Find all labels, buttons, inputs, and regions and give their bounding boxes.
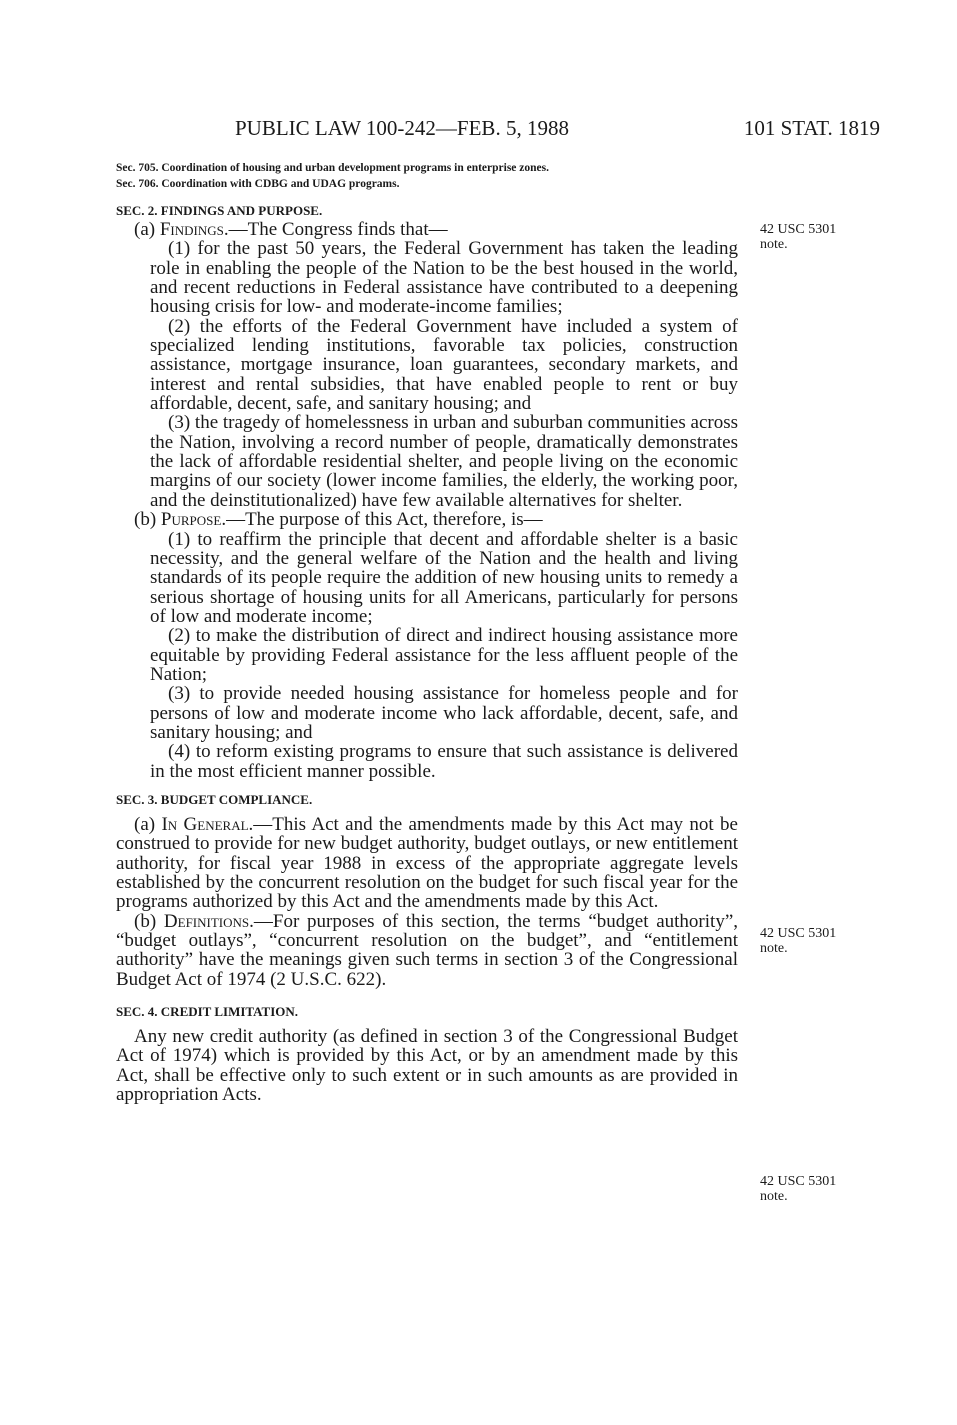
subsection-text: —The Congress finds that— xyxy=(228,219,448,240)
margin-note-sec4 xyxy=(760,1174,870,1204)
table-of-contents xyxy=(116,160,738,192)
margin-note-sec2 xyxy=(760,222,870,252)
finding-item: (1) for the past 50 years, the Federal Government has taken the leading role in enabling the people of the Nation to be the best housed in the world, and recent reductions in Federal assistance have contributed to a deepening housing crisis for low- and moderate-income families; xyxy=(150,238,738,318)
subsection-caption: Findings. xyxy=(159,219,229,240)
margin-note-label: note. xyxy=(760,1189,788,1204)
subsection-label: (a) xyxy=(134,813,162,835)
toc-entry xyxy=(116,176,738,192)
section-3 xyxy=(116,791,738,989)
subsection-label: (a) xyxy=(134,219,160,240)
subsection-label: (b) xyxy=(134,910,164,932)
subsection-text: —This Act and the amendments made by this Act may not be construed to provide for new budget authority, budget outlays, or new entitlement authority, for fiscal year 1988 in excess of the appropriate aggregate levels established by the concurrent resolution on the budget for such fiscal year for the programs authorized by this Act and the amendments made by this Act. xyxy=(116,813,738,913)
subsection-text: —The purpose of this Act, therefore, is— xyxy=(226,509,543,531)
toc-entry-title: Coordination of housing and urban development programs in enterprise zones. xyxy=(161,162,549,174)
toc-entry-number: Sec. 705. xyxy=(116,162,159,174)
finding-item: (2) the efforts of the Federal Government have included a system of specialized lending institutions, favorable tax policies, construction assistance, mortgage insurance, loan guarantees, secondary markets, and interest and rental subsidies, that have enabled people to rent or buy affordable, decent, safe, and sanitary housing; and xyxy=(150,315,738,415)
subsection-caption: In General. xyxy=(161,813,254,835)
toc-entry-number: Sec. 706. xyxy=(116,178,159,190)
subsection-text: —For purposes of this section, the terms “budget authority”, “budget outlays”, “concurrent resolution on the budget”, and “entitlement authority” have the meanings given such terms in section 3 of the Congressional Budget Act of 1974 (2 U.S.C. 622). xyxy=(116,910,738,990)
subsection-label: (b) xyxy=(134,509,161,531)
running-header xyxy=(235,113,880,143)
purpose-item: (2) to make the distribution of direct and indirect housing assistance more equitable by providing Federal assistance for the less affluent people of the Nation; xyxy=(150,625,738,685)
section-2 xyxy=(116,202,738,781)
margin-note-label: note. xyxy=(760,941,788,956)
document-body xyxy=(116,160,738,1104)
subsection-b xyxy=(116,510,738,529)
subsection-b xyxy=(116,912,738,989)
subsection-caption: Purpose. xyxy=(160,509,227,531)
margin-note-sec3 xyxy=(760,926,870,956)
subsection-a xyxy=(116,220,738,239)
subsection-a xyxy=(116,815,738,912)
toc-entry xyxy=(116,160,738,176)
header-law-citation: PUBLIC LAW 100-242—FEB. 5, 1988 xyxy=(235,116,569,140)
purpose-item: (1) to reaffirm the principle that decent and affordable shelter is a basic necessity, and the general welfare of the Nation and the health and living standards of its people require the addition of new housing units to remedy a serious shortage of housing units for all Americans, particularly for persons of low and moderate income; xyxy=(150,528,738,627)
toc-entry-title: Coordination with CDBG and UDAG programs. xyxy=(161,178,400,190)
margin-note-citation: 42 USC 5301 xyxy=(760,1174,837,1189)
subsection-caption: Definitions. xyxy=(163,910,254,932)
section-heading: SEC. 4. CREDIT LIMITATION. xyxy=(116,1004,299,1020)
purpose-item: (4) to reform existing programs to ensure that such assistance is delivered in the most efficient manner possible. xyxy=(150,741,738,782)
section-heading: SEC. 2. FINDINGS AND PURPOSE. xyxy=(116,203,323,218)
section-heading: SEC. 3. BUDGET COMPLIANCE. xyxy=(116,791,313,807)
header-stat-citation: 101 STAT. 1819 xyxy=(743,116,880,140)
margin-note-citation: 42 USC 5301 xyxy=(760,926,837,941)
section-4 xyxy=(116,1003,738,1104)
section-text: Any new credit authority (as defined in section 3 of the Congressional Budget Act of 1974) which is provided by this Act, or by an amendment made by this Act, shall be effective only to such extent or in such amounts as are provided in appropriation Acts. xyxy=(116,1026,738,1106)
margin-note-citation: 42 USC 5301 xyxy=(760,222,837,237)
purpose-item: (3) to provide needed housing assistance for homeless people and for persons of low and moderate income who lack affordable, decent, safe, and sanitary housing; and xyxy=(150,683,738,743)
margin-note-label: note. xyxy=(760,237,788,252)
finding-item: (3) the tragedy of homelessness in urban and suburban communities across the Nation, involving a record number of people, dramatically demonstrates the lack of affordable residential shelter, and people living on the economic margins of our society (lower income families, the elderly, the working poor, and the deinstitutionalized) have few available alternatives for shelter. xyxy=(150,412,738,511)
